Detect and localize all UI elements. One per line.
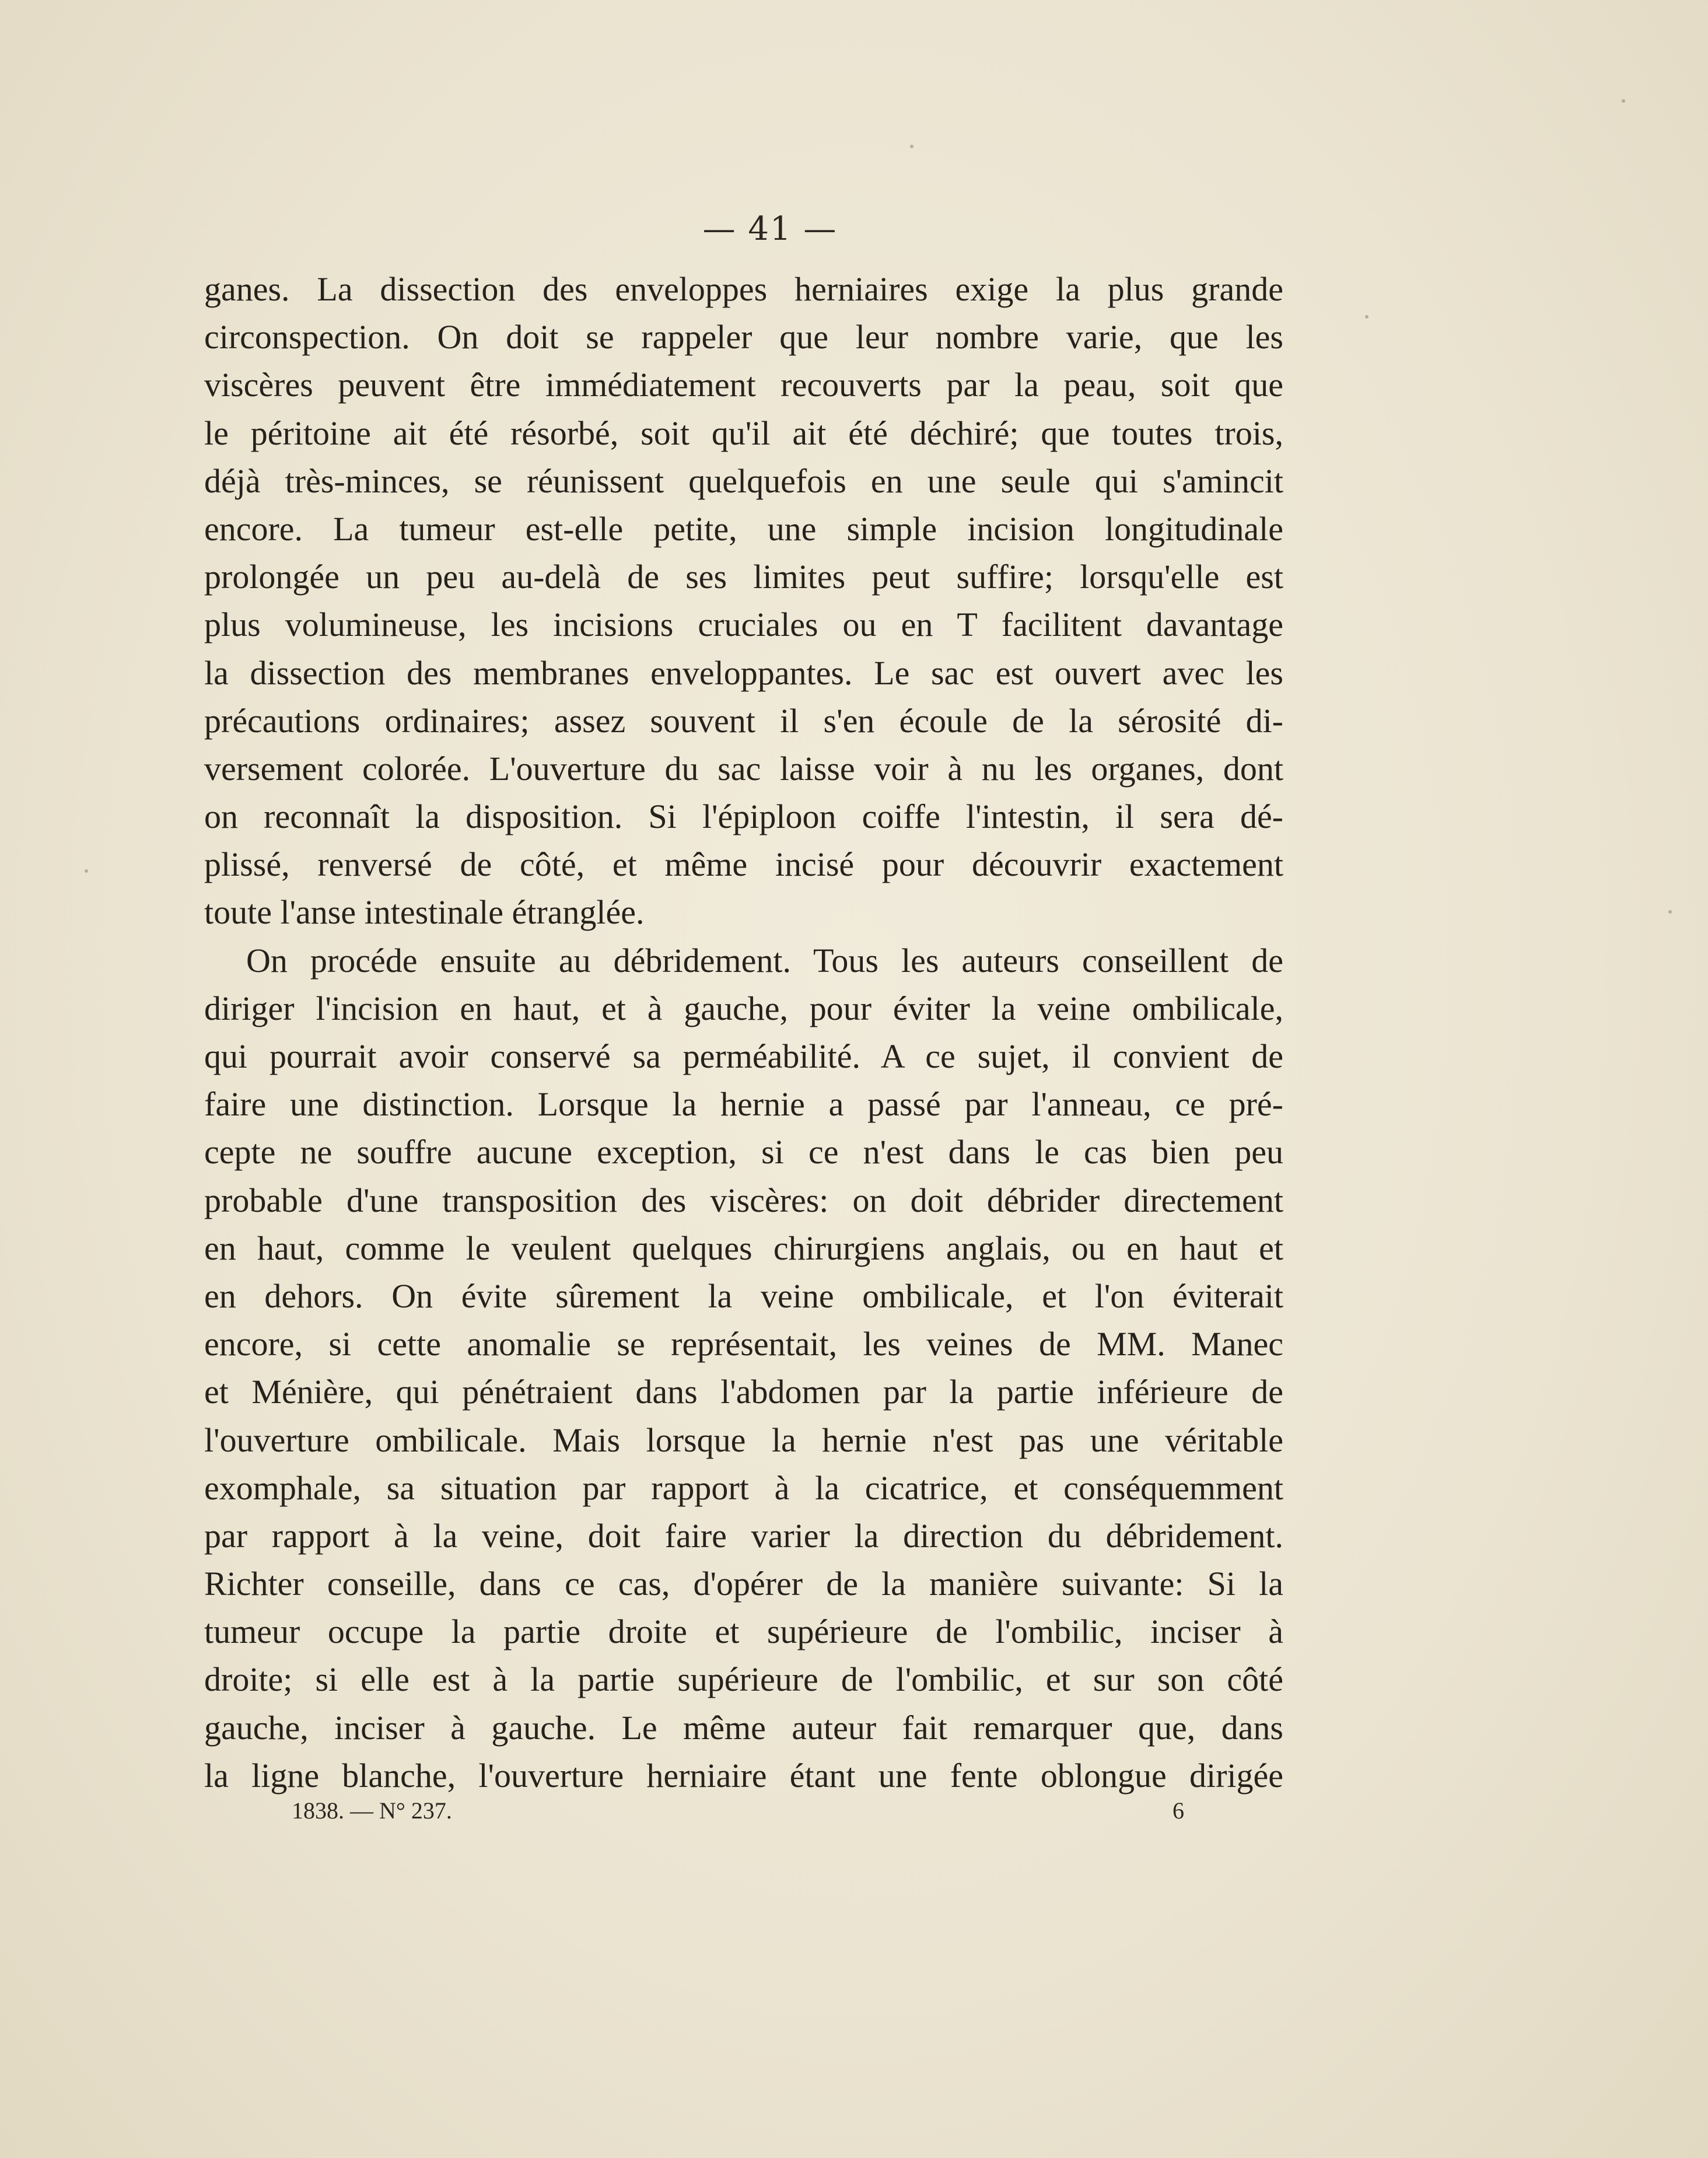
text-line: tumeur occupe la partie droite et supérieure de l'ombilic, inciser à [204,1613,1283,1651]
text-line: plissé, renversé de côté, et même incisé pour découvrir exactement [204,845,1283,884]
paper-speck [1365,315,1368,319]
text-line: ganes. La dissection des enveloppes herniaires exige la plus grande [204,270,1283,308]
text-line: en dehors. On évite sûrement la veine ombilicale, et l'on éviterait [204,1276,1283,1315]
paper-speck [1668,910,1672,914]
text-line: Richter conseille, dans ce cas, d'opérer de la manière suivante: Si la [204,1565,1283,1603]
text-line: déjà très-minces, se réunissent quelquefois en une seule qui s'amincit [204,461,1283,500]
text-line: encore, si cette anomalie se représentait, les veines de MM. Manec [204,1325,1283,1363]
text-line: en haut, comme le veulent quelques chirurgiens anglais, ou en haut et [204,1229,1283,1267]
text-line: on reconnaît la disposition. Si l'épiploon coiffe l'intestin, il sera dé- [204,798,1283,836]
text-line: par rapport à la veine, doit faire varier la direction du débridement. [204,1516,1283,1555]
text-line: le péritoine ait été résorbé, soit qu'il ait été déchiré; que toutes trois, [204,414,1283,452]
text-line: cepte ne souffre aucune exception, si ce n'est dans le cas bien peu [204,1133,1283,1171]
text-line: circonspection. On doit se rappeler que leur nombre varie, que les [204,318,1283,356]
text-line: droite; si elle est à la partie supérieure de l'ombilic, et sur son côté [204,1660,1283,1699]
text-line: diriger l'incision en haut, et à gauche, pour éviter la veine ombilicale, [204,989,1283,1027]
paper-speck [910,145,914,148]
text-line: faire une distinction. Lorsque la hernie a passé par l'anneau, ce pré- [204,1085,1283,1124]
text-line: exomphale, sa situation par rapport à la cicatrice, et conséquemment [204,1468,1283,1507]
text-line: précautions ordinaires; assez souvent il s'en écoule de la sérosité di- [204,701,1283,740]
text-line: la dissection des membranes enveloppantes. Le sac est ouvert avec les [204,653,1283,692]
paper-speck [1622,99,1625,103]
text-line: encore. La tumeur est-elle petite, une simple incision longitudinale [204,509,1283,548]
text-line: prolongée un peu au-delà de ses limites peut suffire; lorsqu'elle est [204,558,1283,596]
page-number: — 41 — [702,210,838,248]
text-line: l'ouverture ombilicale. Mais lorsque la hernie n'est pas une véritable [204,1421,1283,1459]
body-text [204,265,1283,1800]
text-line: versement colorée. L'ouverture du sac laisse voir à nu les organes, dont [204,749,1283,788]
text-line: gauche, inciser à gauche. Le même auteur fait remarquer que, dans [204,1708,1283,1747]
text-line: viscères peuvent être immédiatement recouverts par la peau, soit que [204,366,1283,404]
signature-mark: 1838. — N° 237. [292,1797,452,1824]
text-line: probable d'une transposition des viscères: on doit débrider directement [204,1181,1283,1219]
text-line: qui pourrait avoir conservé sa perméabilité. A ce sujet, il convient de [204,1037,1283,1075]
text-line: On procéde ensuite au débridement. Tous les auteurs conseillent de [246,941,1283,980]
paper-speck [85,869,88,873]
text-line: et Ménière, qui pénétraient dans l'abdomen par la partie inférieure de [204,1373,1283,1411]
folio-number: 6 [1172,1797,1184,1824]
text-line: toute l'anse intestinale étranglée. [204,893,645,932]
text-line: la ligne blanche, l'ouverture herniaire étant une fente oblongue dirigée [204,1756,1283,1795]
text-line: plus volumineuse, les incisions cruciales ou en T facilitent davantage [204,606,1283,644]
